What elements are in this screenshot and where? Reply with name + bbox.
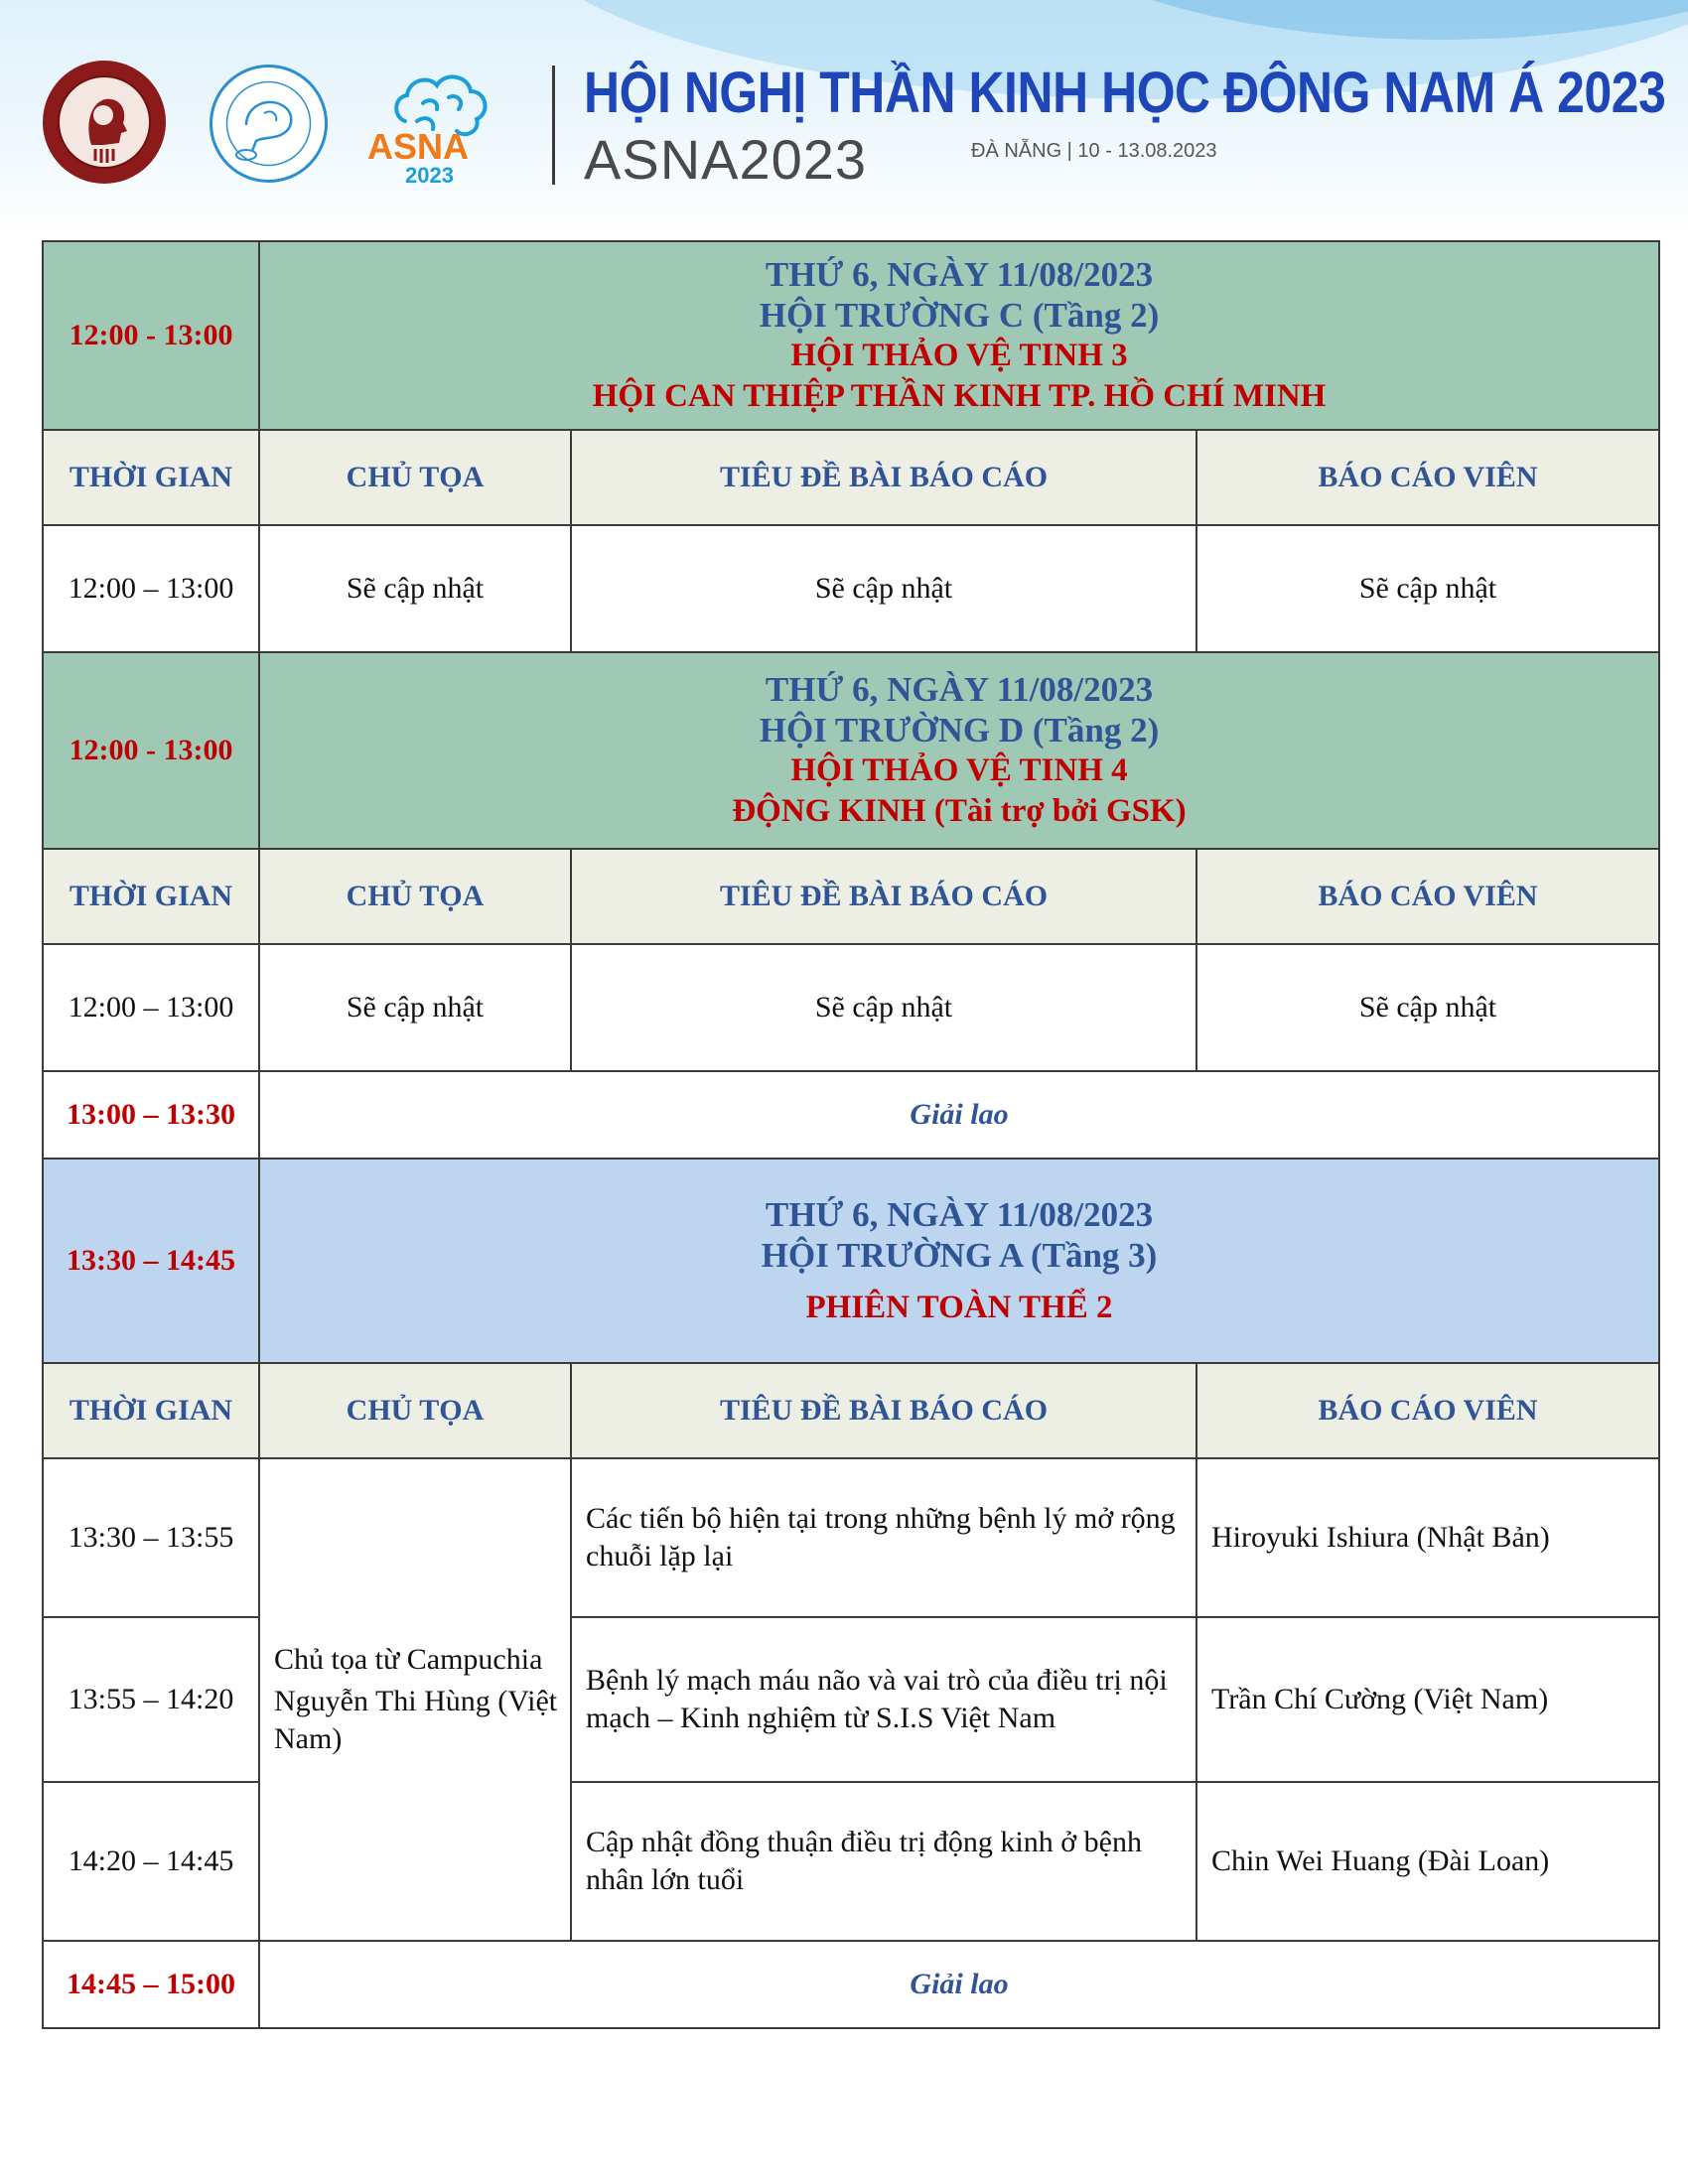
row-speaker: Chin Wei Huang (Đài Loan) [1196,1782,1659,1941]
row-title: Các tiến bộ hiện tại trong những bệnh lý mở rộng chuỗi lặp lại [571,1458,1196,1617]
asean-neurological-association-logo [40,58,169,187]
session-name: HỘI THẢO VỆ TINH 4 [790,752,1128,788]
column-header-row [43,849,1659,944]
session-name: PHIÊN TOÀN THỂ 2 [805,1289,1113,1325]
row-speaker: Sẽ cập nhật [1196,944,1659,1071]
session-time: 12:00 - 13:00 [43,652,259,849]
row-time: 12:00 – 13:00 [43,525,259,652]
col-header-title: TIÊU ĐỀ BÀI BÁO CÁO [571,849,1196,944]
row-time: 12:00 – 13:00 [43,944,259,1071]
session-date: THỨ 6, NGÀY 11/08/2023 [765,670,1154,709]
col-header-title: TIÊU ĐỀ BÀI BÁO CÁO [571,1363,1196,1458]
table-row [43,1458,1659,1617]
location-date: ĐÀ NẴNG | 10 - 13.08.2023 [971,140,1217,162]
session-organizer: HỘI CAN THIỆP THẦN KINH TP. HỒ CHÍ MINH [592,378,1327,414]
table-row [43,944,1659,1071]
conference-title: HỘI NGHỊ THẦN KINH HỌC ĐÔNG NAM Á 2023 [584,61,1666,125]
col-header-speaker: BÁO CÁO VIÊN [1196,430,1659,525]
session-sponsor: ĐỘNG KINH (Tài trợ bởi GSK) [732,793,1187,829]
break-row [43,1071,1659,1159]
header-banner [0,0,1688,238]
col-header-speaker: BÁO CÁO VIÊN [1196,1363,1659,1458]
row-speaker: Sẽ cập nhật [1196,525,1659,652]
row-title: Cập nhật đồng thuận điều trị động kinh ở bệnh nhân lớn tuổi [571,1782,1196,1941]
session-info [259,241,1659,430]
session-header-row [43,652,1659,849]
asna-2023-logo [363,58,518,187]
brand-text: ASNA2023 [584,128,868,191]
col-header-chair: CHỦ TỌA [259,1363,571,1458]
break-label: Giải lao [259,1941,1659,2028]
chairpersons [259,1458,571,1941]
header-divider [552,66,555,185]
column-header-row [43,1363,1659,1458]
session-header-row [43,1159,1659,1363]
session-hall: HỘI TRƯỜNG A (Tầng 3) [761,1235,1158,1275]
row-speaker: Trần Chí Cường (Việt Nam) [1196,1617,1659,1782]
break-time: 14:45 – 15:00 [43,1941,259,2028]
session-name: HỘI THẢO VỆ TINH 3 [790,338,1128,373]
row-time: 14:20 – 14:45 [43,1782,259,1941]
session-hall: HỘI TRƯỜNG D (Tầng 2) [759,711,1160,750]
row-chair: Sẽ cập nhật [259,944,571,1071]
session-time: 13:30 – 14:45 [43,1159,259,1363]
asna-logo-text: ASNA [367,126,470,167]
break-time: 13:00 – 13:30 [43,1071,259,1159]
row-speaker: Hiroyuki Ishiura (Nhật Bản) [1196,1458,1659,1617]
schedule-table [42,240,1660,2029]
session-hall: HỘI TRƯỜNG C (Tầng 2) [759,296,1160,335]
row-title: Sẽ cập nhật [571,525,1196,652]
session-header-row [43,241,1659,430]
row-title: Bệnh lý mạch máu não và vai trò của điều trị nội mạch – Kinh nghiệm từ S.I.S Việt Nam [571,1617,1196,1782]
asna-logo-year: 2023 [405,163,454,187]
session-date: THỨ 6, NGÀY 11/08/2023 [765,255,1154,294]
column-header-row [43,430,1659,525]
chair-1: Chủ tọa từ Campuchia [274,1643,543,1676]
row-time: 13:55 – 14:20 [43,1617,259,1782]
row-chair: Sẽ cập nhật [259,525,571,652]
col-header-title: TIÊU ĐỀ BÀI BÁO CÁO [571,430,1196,525]
session-time: 12:00 - 13:00 [43,241,259,430]
col-header-chair: CHỦ TỌA [259,849,571,944]
row-time: 13:30 – 13:55 [43,1458,259,1617]
vietnam-neurology-association-logo [207,62,331,186]
col-header-time: THỜI GIAN [43,1363,259,1458]
chair-2: Nguyễn Thi Hùng (Việt Nam) [274,1685,558,1755]
break-label: Giải lao [259,1071,1659,1159]
col-header-time: THỜI GIAN [43,849,259,944]
col-header-speaker: BÁO CÁO VIÊN [1196,849,1659,944]
col-header-chair: CHỦ TỌA [259,430,571,525]
session-date: THỨ 6, NGÀY 11/08/2023 [765,1194,1154,1234]
row-title: Sẽ cập nhật [571,944,1196,1071]
col-header-time: THỜI GIAN [43,430,259,525]
table-row [43,525,1659,652]
break-row [43,1941,1659,2028]
session-info [259,1159,1659,1363]
session-info [259,652,1659,849]
